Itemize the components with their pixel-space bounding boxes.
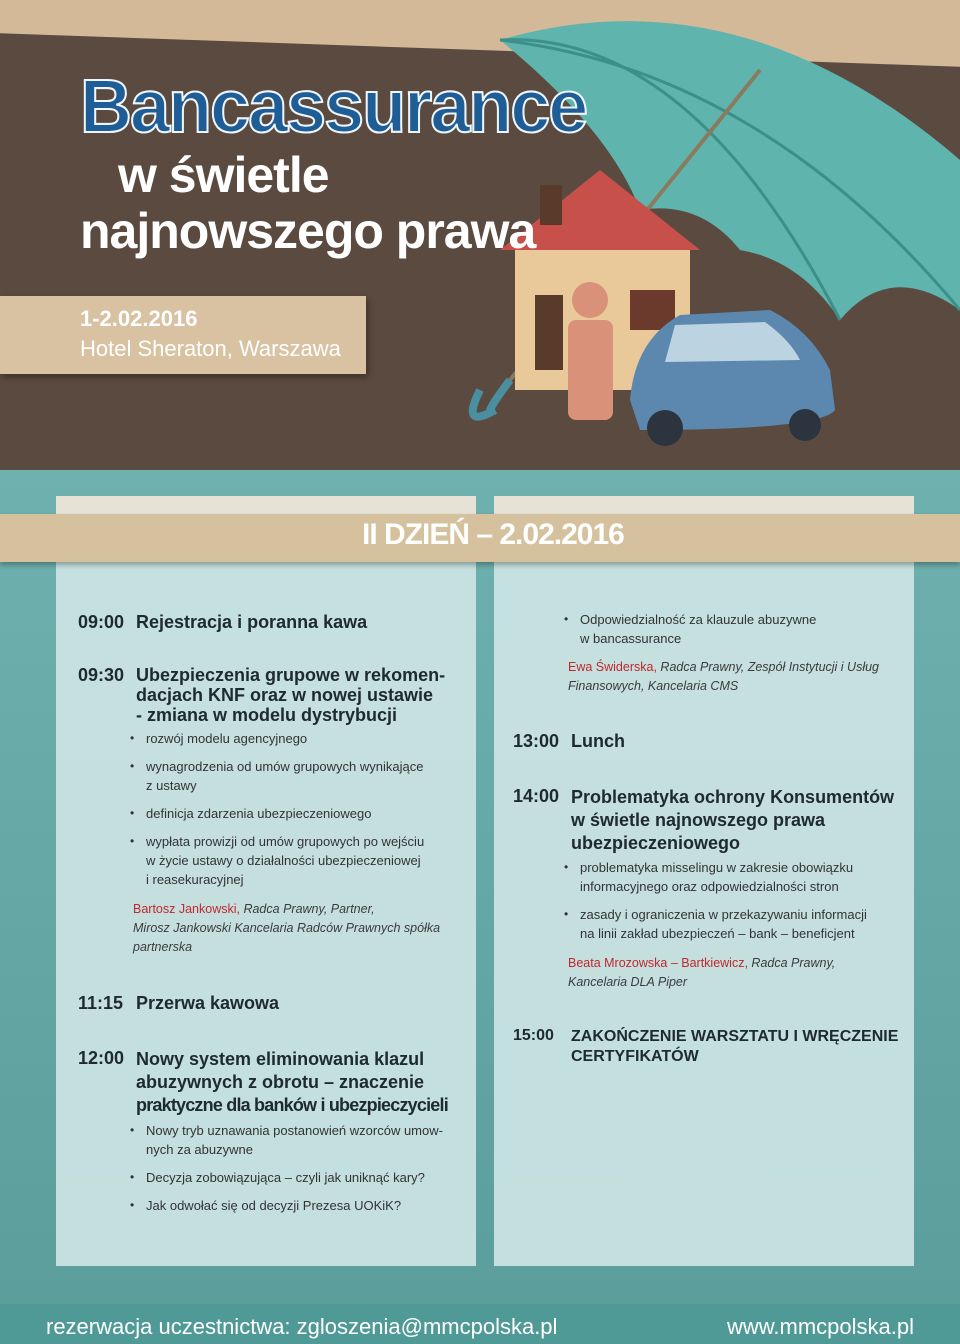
website-suffix: .pl: [890, 1314, 914, 1339]
slot-time: 15:00: [513, 1027, 554, 1044]
website-prefix: www.: [726, 1314, 780, 1339]
slot-title-line: ubezpieczeniowego: [571, 833, 741, 853]
event-subtitle-line1: w świetle: [118, 147, 329, 203]
topic-item: • problematyka misselingu w zakresie obowiązku informacyjnego oraz odpowiedzialności stron: [564, 858, 904, 896]
slot-0930-topics: [130, 729, 460, 898]
speaker-role: Radca Prawny, Partner,: [239, 902, 375, 916]
slot-time: 09:30: [78, 665, 125, 685]
slot-title-line: Nowy system eliminowania klazul: [136, 1049, 425, 1069]
speaker-credit: [568, 954, 898, 992]
continued-topics: [564, 610, 904, 657]
slot-title: [136, 1048, 476, 1117]
slot-title-line: w świetle najnowszego prawa: [571, 810, 826, 830]
slot-title-line: ZAKOŃCZENIE WARSZTATU I WRĘCZENIE: [571, 1028, 899, 1045]
reservation-contact: [46, 1314, 557, 1340]
slot-time: 13:00: [513, 731, 560, 751]
right-column-cap: [494, 496, 914, 514]
slot-1200-topics: [130, 1121, 460, 1224]
house-door: [535, 295, 563, 370]
topic-item: • Odpowiedzialność za klauzule abuzywne w bancassurance: [564, 610, 904, 648]
topic-item: • wynagrodzenia od umów grupowych wynikające z ustawy: [130, 757, 460, 795]
slot-title-line: - zmiana w modelu dystrybucji: [136, 705, 398, 725]
topic-item: • zasady i ograniczenia w przekazywaniu informacji na linii zakład ubezpieczeń – bank – beneficjent: [564, 905, 904, 943]
slot-time: 11:15: [78, 993, 124, 1013]
speaker-name: Beata Mrozowska – Bartkiewicz,: [568, 956, 748, 970]
slot-time: 12:00: [78, 1048, 125, 1068]
left-column-cap: [56, 496, 476, 514]
slot-title: Lunch: [571, 731, 625, 751]
reservation-label: rezerwacja uczestnictwa:: [46, 1314, 297, 1339]
event-subtitle-line2: najnowszego prawa: [80, 203, 536, 259]
slot-title-line: Ubezpieczenia grupowe w rekomen-: [136, 665, 446, 685]
slot-title: [571, 1027, 911, 1067]
slot-title-line: CERTYFIKATÓW: [571, 1048, 699, 1065]
reservation-email-link[interactable]: zgloszenia@mmcpolska.pl: [296, 1314, 558, 1339]
slot-title-line: praktyczne dla banków i ubezpieczycieli: [136, 1095, 448, 1115]
speaker-affiliation: Mirosz Jankowski Kancelaria Radców Prawnych spółka: [133, 921, 441, 935]
speaker-name: Ewa Świderska,: [568, 660, 657, 674]
speaker-name: Bartosz Jankowski,: [133, 902, 240, 916]
topic-item: • wypłata prowizji od umów grupowych po wejściu w życie ustawy o działalności ubezpieczeniowej i reasekuracyjnej: [130, 832, 460, 889]
topic-item: • rozwój modelu agencyjnego: [130, 729, 460, 748]
speaker-affiliation: Kancelaria DLA Piper: [568, 975, 688, 989]
day-label: II DZIEŃ – 2.02.2016: [362, 518, 624, 551]
speaker-role: Radca Prawny, Zespół Instytucji i Usług: [656, 660, 880, 674]
speaker-credit: [568, 658, 898, 696]
slot-time: 09:00: [78, 612, 125, 632]
slot-time: 14:00: [513, 786, 560, 806]
slot-1400-topics: [564, 858, 904, 952]
topic-item: • Nowy tryb uznawania postanowień wzorców umow- nych za abuzywne: [130, 1121, 460, 1159]
car-wheel: [647, 410, 683, 446]
person-head: [572, 282, 608, 318]
person-body: [568, 320, 613, 420]
slot-title: Przerwa kawowa: [136, 993, 280, 1013]
slot-title: [571, 786, 911, 855]
slot-title-line: Problematyka ochrony Konsumentów: [571, 787, 895, 807]
event-date: 1-2.02.2016: [80, 306, 198, 331]
topic-item: • Jak odwołać się od decyzji Prezesa UOKiK?: [130, 1196, 460, 1215]
slot-title-line: dacjach KNF oraz w nowej ustawie: [136, 685, 434, 705]
speaker-affiliation: partnerska: [133, 940, 193, 954]
event-venue: Hotel Sheraton, Warszawa: [80, 336, 341, 361]
car-wheel: [789, 409, 821, 441]
topic-item: • definicja zdarzenia ubezpieczeniowego: [130, 804, 460, 823]
slot-title: Rejestracja i poranna kawa: [136, 612, 368, 632]
website-link[interactable]: [727, 1314, 914, 1340]
speaker-credit: [133, 900, 453, 957]
website-domain: mmcpolska: [779, 1314, 891, 1339]
event-title: Bancassurance: [80, 65, 587, 149]
topic-item: • Decyzja zobowiązująca – czyli jak uniknąć kary?: [130, 1168, 460, 1187]
speaker-role: Radca Prawny,: [747, 956, 836, 970]
slot-title-line: abuzywnych z obrotu – znaczenie: [136, 1072, 425, 1092]
slot-title: [136, 665, 476, 725]
speaker-affiliation: Finansowych, Kancelaria CMS: [568, 679, 739, 693]
umbrella-handle: [473, 380, 510, 417]
house-chimney: [540, 185, 562, 225]
